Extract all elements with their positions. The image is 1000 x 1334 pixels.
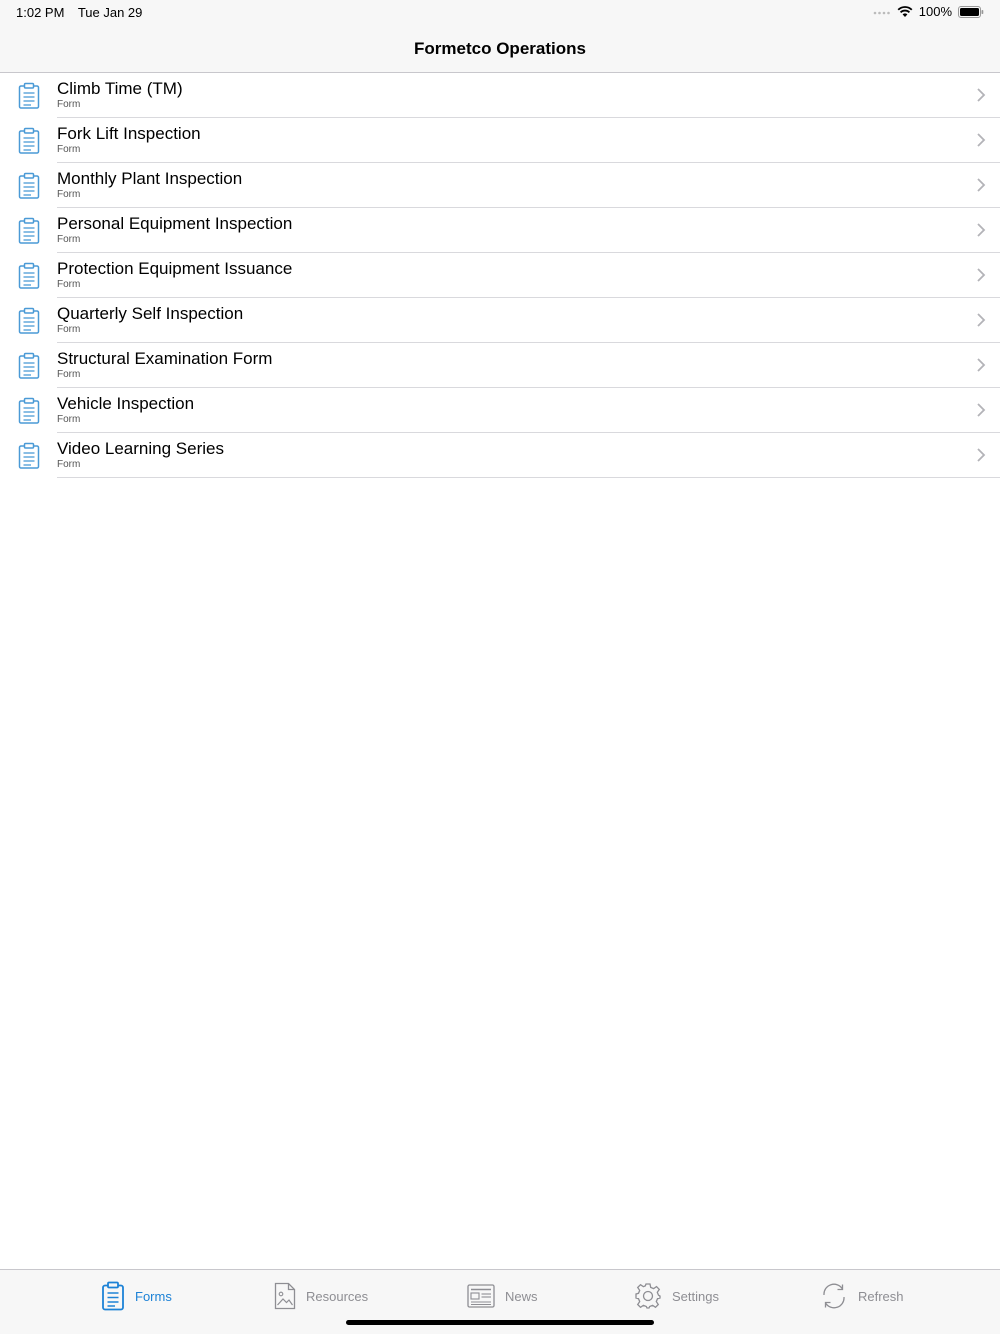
form-type: Form [57, 279, 81, 290]
navigation-bar [0, 26, 1000, 73]
form-type: Form [57, 144, 81, 155]
form-type: Form [57, 234, 81, 245]
image-file-icon [274, 1282, 296, 1310]
row-texts [57, 388, 1000, 433]
page-title: Formetco Operations [414, 39, 586, 58]
chevron-right-icon [976, 132, 986, 148]
tab-label: News [505, 1288, 538, 1304]
form-title: Video Learning Series [57, 439, 224, 458]
signal-dots-icon [873, 9, 891, 15]
row-texts [57, 163, 1000, 208]
chevron-right-icon [976, 87, 986, 103]
row-texts [57, 208, 1000, 253]
chevron-right-icon [976, 357, 986, 373]
form-type: Form [57, 414, 81, 425]
row-texts [57, 253, 1000, 298]
chevron-right-icon [976, 267, 986, 283]
row-texts [57, 118, 1000, 163]
forms-list [0, 73, 1000, 478]
clipboard-icon [18, 442, 40, 469]
row-texts [57, 343, 1000, 388]
chevron-right-icon [976, 402, 986, 418]
form-title: Protection Equipment Issuance [57, 259, 293, 278]
tab-refresh[interactable] [820, 1280, 904, 1312]
form-row-protection-equipment-issuance[interactable] [0, 253, 1000, 298]
form-type: Form [57, 189, 81, 200]
form-row-quarterly-self-inspection[interactable] [0, 298, 1000, 343]
clipboard-icon [101, 1281, 125, 1311]
clipboard-icon [18, 172, 40, 199]
form-title: Fork Lift Inspection [57, 124, 201, 143]
clipboard-icon [18, 127, 40, 154]
form-title: Structural Examination Form [57, 349, 273, 368]
status-time: 1:02 PM [16, 5, 65, 20]
refresh-icon [820, 1283, 848, 1309]
chevron-right-icon [976, 222, 986, 238]
form-type: Form [57, 459, 81, 470]
tab-resources[interactable] [274, 1280, 368, 1312]
form-row-monthly-plant-inspection[interactable] [0, 163, 1000, 208]
tab-forms[interactable] [101, 1280, 172, 1312]
status-left [16, 5, 152, 20]
home-indicator[interactable] [346, 1320, 654, 1325]
tab-news[interactable] [467, 1280, 538, 1312]
form-row-structural-examination-form[interactable] [0, 343, 1000, 388]
chevron-right-icon [976, 177, 986, 193]
tab-settings[interactable] [634, 1280, 719, 1312]
form-type: Form [57, 369, 81, 380]
status-bar [0, 0, 1000, 26]
form-row-climb-time[interactable] [0, 73, 1000, 118]
newspaper-icon [467, 1284, 495, 1308]
battery-percent: 100% [918, 4, 952, 19]
form-row-vehicle-inspection[interactable] [0, 388, 1000, 433]
clipboard-icon [18, 217, 40, 244]
form-title: Climb Time (TM) [57, 79, 183, 98]
row-texts [57, 298, 1000, 343]
form-title: Quarterly Self Inspection [57, 304, 244, 323]
tab-label: Settings [672, 1288, 719, 1304]
tab-label: Refresh [858, 1288, 904, 1304]
clipboard-icon [18, 262, 40, 289]
form-row-personal-equipment-inspection[interactable] [0, 208, 1000, 253]
form-row-fork-lift-inspection[interactable] [0, 118, 1000, 163]
form-title: Personal Equipment Inspection [57, 214, 293, 233]
gear-icon [634, 1282, 662, 1310]
clipboard-icon [18, 82, 40, 109]
form-title: Vehicle Inspection [57, 394, 195, 413]
row-texts [57, 433, 1000, 478]
clipboard-icon [18, 397, 40, 424]
chevron-right-icon [976, 447, 986, 463]
tab-label: Resources [306, 1288, 369, 1304]
status-right [873, 4, 984, 19]
form-type: Form [57, 99, 81, 110]
form-type: Form [57, 324, 81, 335]
form-title: Monthly Plant Inspection [57, 169, 243, 188]
chevron-right-icon [976, 312, 986, 328]
row-texts [57, 73, 1000, 118]
status-date: Tue Jan 29 [77, 5, 143, 20]
clipboard-icon [18, 352, 40, 379]
form-row-video-learning-series[interactable] [0, 433, 1000, 478]
tab-label: Forms [135, 1288, 172, 1304]
clipboard-icon [18, 307, 40, 334]
wifi-icon [897, 6, 913, 18]
battery-icon [958, 6, 984, 18]
